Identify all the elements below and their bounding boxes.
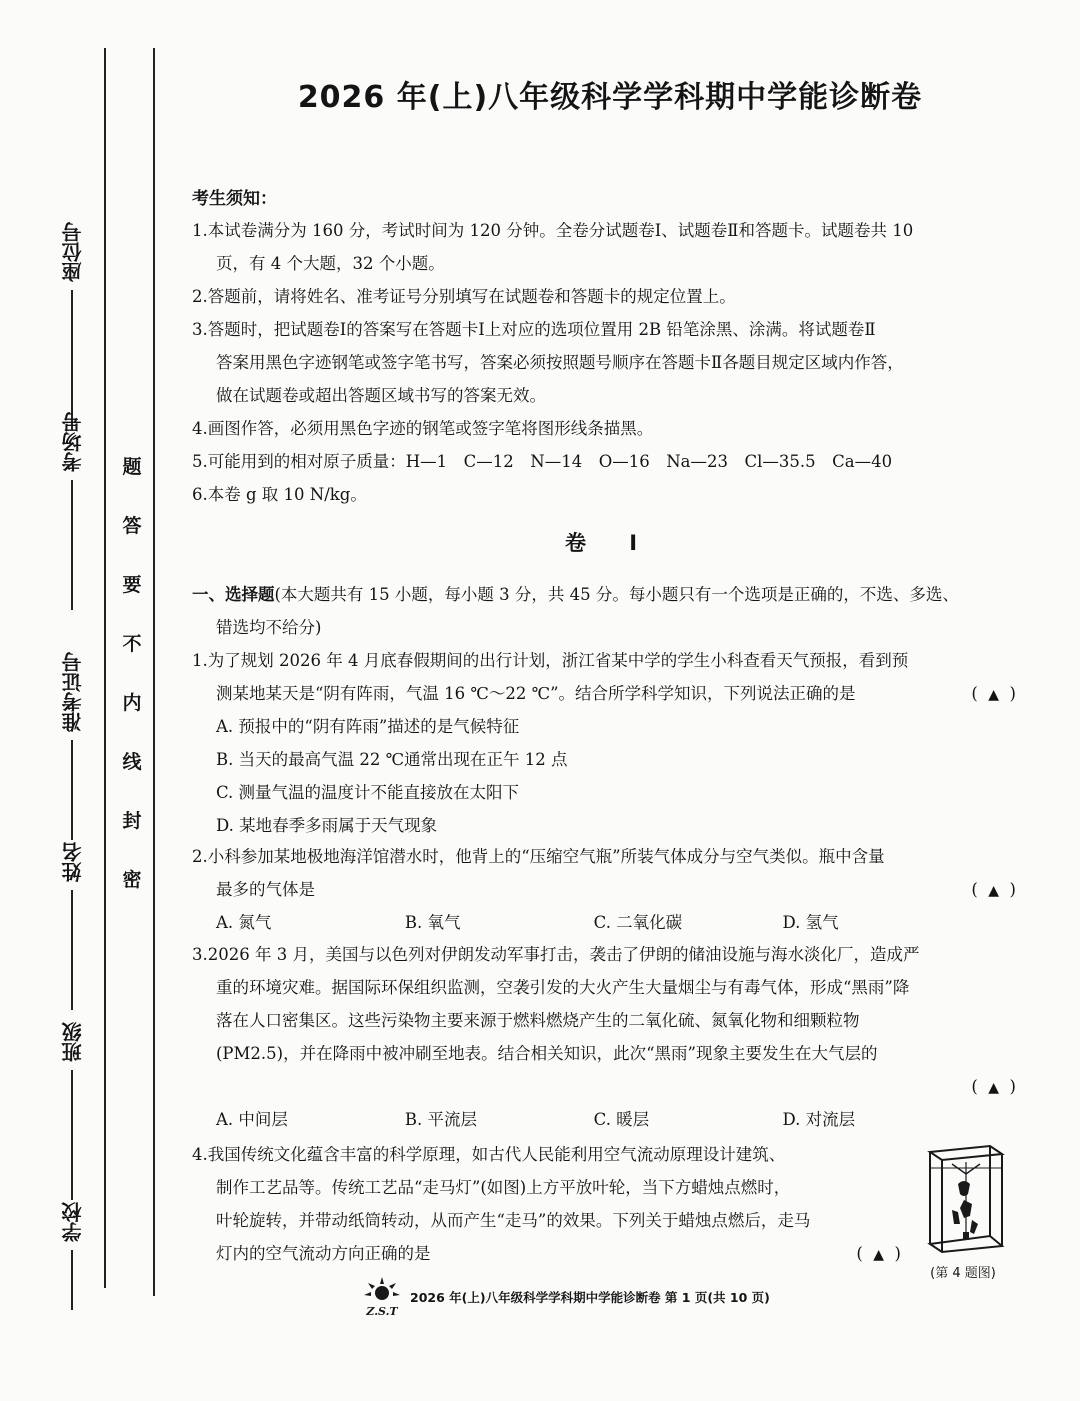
notice-item: [192, 478, 1022, 511]
figure-caption: (第 4 题图): [930, 1266, 996, 1281]
answer-slot[interactable]: ( ▲ ): [856, 1244, 901, 1263]
class-field[interactable]: [52, 1022, 92, 1200]
seal-char: 内: [122, 692, 142, 714]
question-stem-cont: 制作工艺品等。传统工艺品“走马灯”(如图)上方平放叶轮，当下方蜡烛点燃时，: [216, 1178, 791, 1197]
notice-item: [192, 280, 1022, 313]
notice-num: 1.: [192, 221, 208, 240]
seal-line-note: [118, 452, 146, 892]
admission-number-label: 准考证号: [60, 652, 85, 732]
options-row: [192, 906, 971, 939]
question-stem-text: 最多的气体是: [216, 880, 315, 899]
options-row: [192, 1103, 971, 1136]
admission-number-field[interactable]: [52, 652, 92, 840]
question-1: [192, 644, 1022, 842]
option-d: D. 对流层: [782, 1110, 856, 1129]
question-stem-cont: 叶轮旋转，并带动纸筒转动，从而产生“走马”的效果。下列关于蜡烛点燃后，走马: [216, 1211, 811, 1230]
page-footer: [360, 1272, 880, 1322]
question-stem: 为了规划 2026 年 4 月底春假期间的出行计划，浙江省某中学的学生小科查看天气预报，看到预: [207, 651, 909, 670]
question-stem-text: 测某地某天是“阴有阵雨，气温 16 ℃～22 ℃”。结合所学科学知识，下列说法正确的是: [216, 684, 856, 703]
notice-num: 4.: [192, 419, 208, 438]
notice-text-cont: 做在试题卷或超出答题区域书写的答案无效。: [216, 386, 546, 405]
question-4: [192, 1138, 907, 1272]
seal-char: 要: [122, 574, 142, 596]
logo-text: Z.S.T: [366, 1305, 398, 1318]
publisher-logo-icon: [360, 1275, 404, 1319]
notice-list: [192, 214, 1022, 511]
part-title: 卷 Ⅰ: [564, 531, 656, 555]
option-b: B. 当天的最高气温 22 ℃通常出现在正午 12 点: [216, 750, 568, 769]
seat-number-label: 座位号: [60, 222, 85, 282]
seal-char: 答: [122, 515, 142, 537]
page-title: 2026 年(上)八年级科学学科期中学能诊断卷: [297, 80, 923, 115]
name-label: 姓名: [60, 842, 85, 882]
name-line[interactable]: [71, 890, 73, 1010]
question-num: 3.: [192, 945, 208, 964]
notice-num: 5.: [192, 452, 208, 471]
option-c: C. 二氧化碳: [593, 913, 683, 932]
section-desc: (本大题共有 15 小题，每小题 3 分，共 45 分。每小题只有一个选项是正确的，不选、多选、: [274, 585, 959, 604]
option-b: B. 平流层: [404, 1110, 477, 1129]
notice-text-cont: 答案用黑色字迹钢笔或签字笔书写，答案必须按照题号顺序在答题卡Ⅱ各题目规定区域内作答，: [216, 353, 904, 372]
class-line[interactable]: [71, 1070, 73, 1200]
option-c: C. 暖层: [593, 1110, 650, 1129]
option-d: D. 氢气: [782, 913, 839, 932]
binding-line-inner: [153, 48, 155, 1296]
footer-text: 2026 年(上)八年级科学学科期中学能诊断卷 第 1 页(共 10 页): [410, 1290, 770, 1305]
seal-char: 封: [122, 810, 142, 832]
question-stem-cont: [192, 1237, 907, 1270]
notice-item: [192, 313, 1022, 412]
seat-number-line[interactable]: [71, 290, 73, 430]
notice-num: 2.: [192, 287, 208, 306]
option-a: A. 预报中的“阴有阵雨”描述的是气候特征: [216, 717, 520, 736]
binding-line-outer: [104, 48, 106, 1288]
notice-num: 3.: [192, 320, 208, 339]
option-a: A. 中间层: [216, 1110, 288, 1129]
answer-slot[interactable]: ( ▲ ): [971, 880, 1016, 899]
seal-char: 密: [122, 869, 142, 891]
seal-char: 线: [122, 751, 142, 773]
notice-text: 答题时，把试题卷Ⅰ的答案写在答题卡Ⅰ上对应的选项位置用 2B 铅笔涂黑、涂满。将试题卷Ⅱ: [207, 320, 876, 339]
triangle-marker-icon: ▲: [988, 883, 1000, 899]
seat-number-field[interactable]: [52, 222, 92, 430]
school-label: 学校: [60, 1202, 85, 1242]
question-answer-line: [192, 1070, 1022, 1103]
question-stem: 2026 年 3 月，美国与以色列对伊朗发动军事打击，袭击了伊朗的储油设施与海水淡化厂，造成严: [207, 945, 920, 964]
exam-room-label: 考场号: [60, 412, 85, 472]
option-c: C. 测量气温的温度计不能直接放在太阳下: [216, 783, 520, 802]
answer-slot[interactable]: ( ▲ ): [971, 1077, 1016, 1096]
question-stem: 我国传统文化蕴含丰富的科学原理，如古代人民能利用空气流动原理设计建筑、: [207, 1145, 786, 1164]
notice-heading: 考生须知：: [192, 189, 277, 209]
lantern-figure: [908, 1140, 1018, 1281]
notice-item: [192, 214, 1022, 280]
question-stem-cont: [192, 677, 1022, 710]
name-field[interactable]: [52, 842, 92, 1010]
section-label: 一、选择题: [192, 585, 275, 604]
question-stem-cont: 落在人口密集区。这些污染物主要来源于燃料燃烧产生的二氧化硫、氮氧化物和细颗粒物: [216, 1011, 860, 1030]
question-2: [192, 840, 1022, 939]
exam-room-field[interactable]: [52, 412, 92, 610]
triangle-marker-icon: ▲: [988, 687, 1000, 703]
notice-item: [192, 445, 1022, 478]
question-num: 2.: [192, 847, 208, 866]
question-stem-text: 灯内的空气流动方向正确的是: [216, 1244, 431, 1263]
answer-slot[interactable]: ( ▲ ): [971, 684, 1016, 703]
notice-text: 答题前，请将姓名、准考证号分别填写在试题卷和答题卡的规定位置上。: [207, 287, 736, 306]
exam-room-line[interactable]: [71, 480, 73, 610]
seal-char: 不: [122, 633, 142, 655]
notice-item: [192, 412, 1022, 445]
section-heading: [192, 578, 1022, 644]
seal-char: 题: [122, 456, 142, 478]
question-stem: 小科参加某地极地海洋馆潜水时，他背上的“压缩空气瓶”所装气体成分与空气类似。瓶中含量: [207, 847, 885, 866]
section-desc-cont: 错选均不给分): [216, 618, 322, 637]
notice-num: 6.: [192, 485, 208, 504]
triangle-marker-icon: ▲: [988, 1080, 1000, 1096]
school-line[interactable]: [71, 1250, 73, 1310]
school-field[interactable]: [52, 1202, 92, 1310]
question-3: [192, 938, 1022, 1136]
notice-text: 本试卷满分为 160 分，考试时间为 120 分钟。全卷分试题卷Ⅰ、试题卷Ⅱ和答题卡。试题卷共 10: [207, 221, 914, 240]
question-num: 4.: [192, 1145, 208, 1164]
question-stem-cont: 重的环境灾难。据国际环保组织监测，空袭引发的大火产生大量烟尘与有毒气体，形成“黑雨”降: [216, 978, 910, 997]
question-stem-cont: (PM2.5)，并在降雨中被冲刷至地表。结合相关知识，此次“黑雨”现象主要发生在大气层的: [216, 1044, 878, 1063]
notice-text: 画图作答，必须用黑色字迹的钢笔或签字笔将图形线条描黑。: [207, 419, 654, 438]
option-a: A. 氮气: [216, 913, 272, 932]
question-stem-cont: [192, 873, 1022, 906]
revolving-lantern-icon: [920, 1140, 1006, 1258]
option-b: B. 氧气: [404, 913, 461, 932]
notice-text-cont: 页，有 4 个大题，32 个小题。: [216, 254, 445, 273]
notice-text: 可能用到的相对原子质量：H—1 C—12 N—14 O—16 Na—23 Cl—35.5 Ca—40: [207, 452, 893, 471]
admission-number-line[interactable]: [71, 740, 73, 840]
triangle-marker-icon: ▲: [873, 1247, 885, 1263]
question-num: 1.: [192, 651, 208, 670]
notice-text: 本卷 g 取 10 N/kg。: [207, 485, 367, 504]
option-d: D. 某地春季多雨属于天气现象: [216, 816, 438, 835]
class-label: 班级: [60, 1022, 85, 1062]
